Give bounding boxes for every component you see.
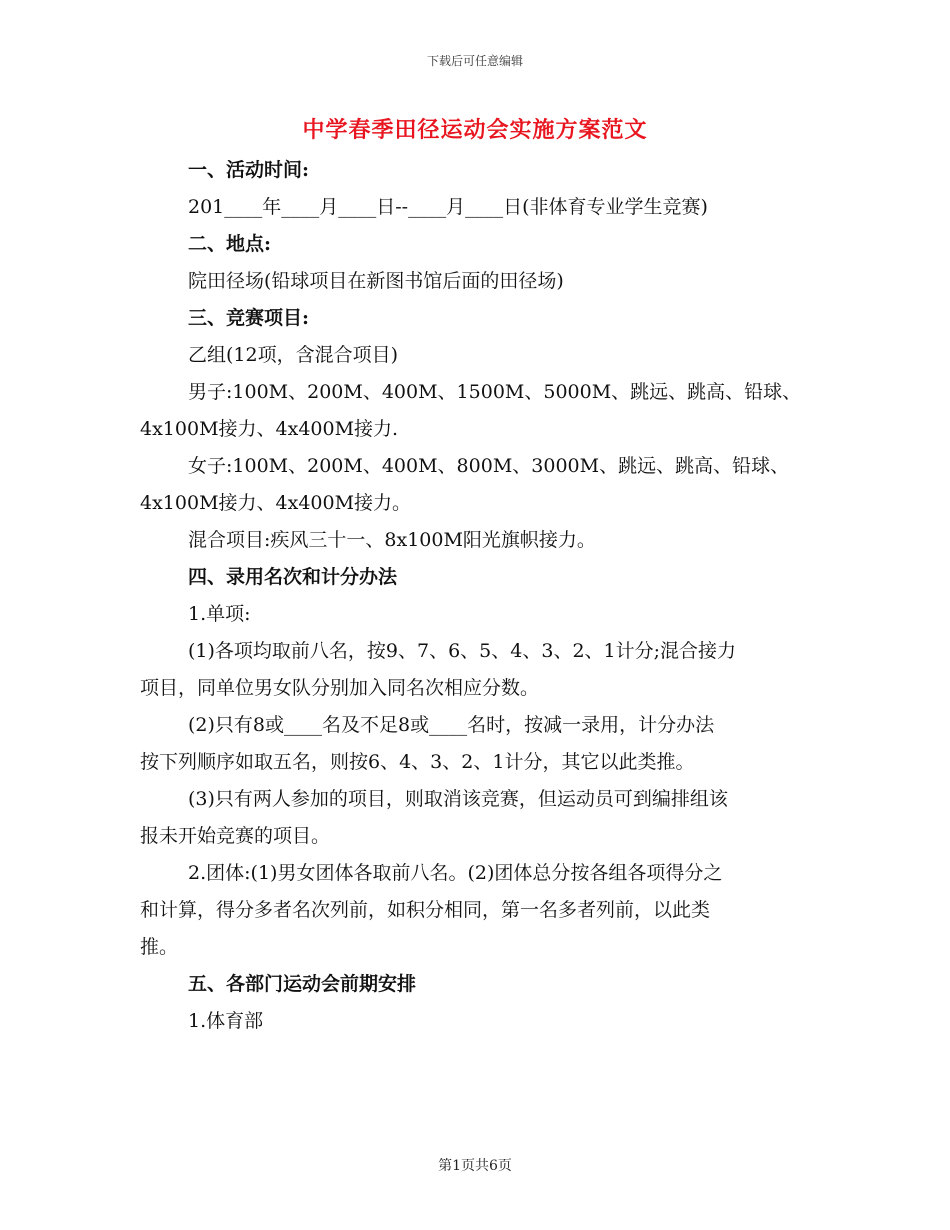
section-heading-5: 五、各部门运动会前期安排 (188, 973, 417, 995)
paragraph-line: 混合项目:疾风三十一、8x100M阳光旗帜接力。 (188, 529, 596, 551)
page-footer: 第1页共6页 (438, 1158, 512, 1174)
paragraph-line: 女子:100M、200M、400M、800M、3000M、跳远、跳高、铅球、 (188, 455, 790, 477)
paragraph-line: 1.单项: (188, 603, 251, 625)
paragraph-line: 2.团体:(1)男女团体各取前八名。(2)团体总分按各组各项得分之 (188, 862, 723, 884)
section-heading-1: 一、活动时间: (188, 159, 310, 181)
paragraph-line: 按下列顺序如取五名，则按6、4、3、2、1计分，其它以此类推。 (140, 751, 695, 773)
paragraph-line: 项目，同单位男女队分别加入同名次相应分数。 (140, 677, 540, 699)
document-title: 中学春季田径运动会实施方案范文 (302, 117, 648, 143)
paragraph-line: 乙组(12项，含混合项目) (188, 344, 399, 366)
paragraph-line: 推。 (140, 936, 179, 958)
paragraph-line: 和计算，得分多者名次列前，如积分相同，第一名多者列前，以此类 (140, 899, 711, 921)
paragraph-line: 1.体育部 (188, 1010, 264, 1032)
paragraph-line: (3)只有两人参加的项目，则取消该竞赛，但运动员可到编排组该 (188, 788, 728, 810)
paragraph-line: 报未开始竞赛的项目。 (140, 825, 331, 847)
paragraph-line: 4x100M接力、4x400M接力. (140, 418, 399, 440)
paragraph-line: 男子:100M、200M、400M、1500M、5000M、跳远、跳高、铅球、 (188, 381, 802, 403)
section-heading-3: 三、竞赛项目: (188, 307, 310, 329)
paragraph-line: 院田径场(铅球项目在新图书馆后面的田径场) (188, 270, 564, 292)
section-heading-2: 二、地点: (188, 233, 272, 255)
paragraph-line: (1)各项均取前八名，按9、7、6、5、4、3、2、1计分;混合接力 (188, 640, 737, 662)
paragraph-line: 4x100M接力、4x400M接力。 (140, 492, 412, 514)
paragraph-line: 201____年____月____日--____月____日(非体育专业学生竞赛) (188, 196, 708, 218)
paragraph-line: (2)只有8或____名及不足8或____名时，按减一录用，计分办法 (188, 714, 715, 736)
section-heading-4: 四、录用名次和计分办法 (188, 566, 398, 588)
header-note: 下载后可任意编辑 (426, 54, 523, 68)
